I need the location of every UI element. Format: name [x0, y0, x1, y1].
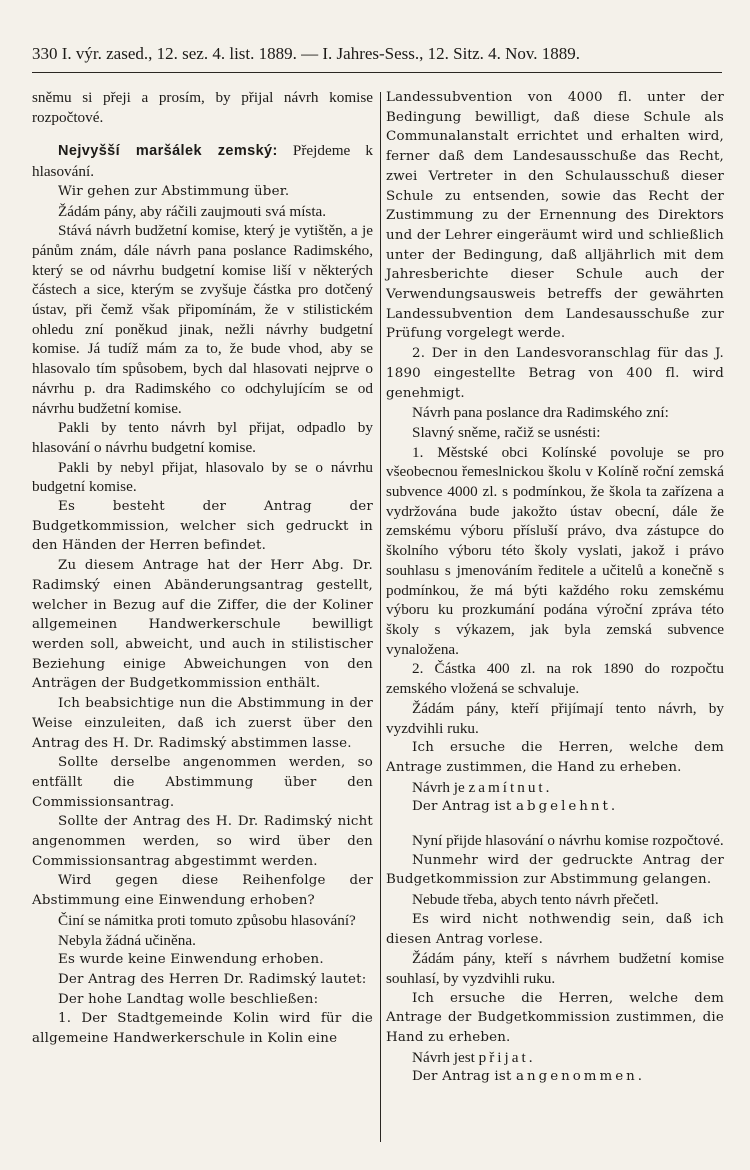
paragraph: Ich beabsichtige nun die Abstimmung in der Weise einzuleiten, daß ich zuerst über den Antrag des H. Dr. Radimský abstimmen lasse. [32, 696, 373, 751]
paragraph: Wird gegen diese Reihenfolge der Abstimmung eine Einwendung erhoben? [32, 873, 373, 909]
paragraph: Sollte derselbe angenommen werden, so entfällt die Abstimmung über den Commissionsantrag. [32, 755, 373, 810]
paragraph: Ich ersuche die Herren, welche dem Antrage der Budgetkommission zustimmen, die Hand zu erheben. [386, 990, 724, 1046]
paragraph: Wir gehen zur Abstimmung über. [58, 183, 290, 199]
paragraph: Es besteht der Antrag der Budgetkommission, welcher sich gedruckt in den Händen der Herren befindet. [32, 499, 373, 554]
speaker-name: Nejvyšší maršálek zemský: [58, 143, 278, 160]
paragraph: Zu diesem Antrage hat der Herr Abg. Dr. Radimský einen Abänderungsantrag gestellt, welcher in Bezug auf die Ziffer, die der Koliner allgemeinen Handwerkerschule bewilligt werden soll, abweicht, und auch in stilistischer Beziehung einige Abweichungen von den Anträgen der Budgetkommission enthält. [32, 558, 373, 692]
paragraph: Slavný sněme, račiž se usnésti: [412, 423, 601, 441]
paragraph: Der Antrag des Herren Dr. Radimský lautet: [58, 971, 367, 987]
paragraph: Žádám pány, kteří přijímají tento návrh, by vyzdvihli ruku. [386, 699, 724, 737]
paragraph: Pakli by nebyl přijat, hlasovalo by se o návrhu budgetní komise. [32, 458, 373, 496]
result-line: Návrh je zamítnut. [412, 778, 553, 796]
paragraph: 2. Částka 400 zl. na rok 1890 do rozpočtu zemského vložená se schvaluje. [386, 660, 724, 698]
paragraph: 1. Der Stadtgemeinde Kolin wird für die allgemeine Handwerkerschule in Kolin eine [32, 1011, 373, 1047]
paragraph: 1. Městské obci Kolínské povoluje se pro všeobecnou řemeslnickou školu v Kolíně roční zemská subvence 4000 zl. s podmínkou, že škola ta zařízena a vydržována bude jakožto ústav obecní, dále že zemskému výboru přísluší právo, dva zástupce do školního výboru této školy vyslati, jakož i právo souhlasu s jmenováním ředitele a učitelů a konečně s podmínkou, že má býti každého roku zemskému výboru ku prozkumání podána výroční zpráva této školy s výkazem, jak byla zemská subvence vynaložena. [386, 443, 724, 658]
speaker-text: Přejdeme k hlasování. [32, 142, 373, 181]
paragraph: Pakli by tento návrh byl přijat, odpadlo by hlasování o návrhu budgetní komise. [32, 419, 373, 456]
result-line: Návrh jest přijat. [412, 1048, 536, 1066]
result-word: zamítnut. [468, 778, 553, 796]
paragraph: Der hohe Landtag wolle beschließen: [58, 991, 319, 1007]
header-rule [32, 72, 722, 73]
paragraph: Stává návrh budžetní komise, který je vytištěn, a je pánům znám, dále návrh pana poslance Radimského, který se od návrhu budgetní komise liší v některých částech a sice, kterým se zvyšuje částka pro dotčený ústav, při čemž však připomínám, že v stilistickém ohledu zní poněkud jinak, nežli návrhy budgetní komise. Já tudíž mám za to, že bude vhod, aby se hlasovalo tím spůsobem, bych dal hlasovati nejprve o návrhu p. dra Radimského co odchylujícím se od návrhu budžetní komise. [32, 222, 373, 417]
result-word: přijat. [478, 1048, 536, 1066]
result-word: abgelehnt. [516, 799, 619, 815]
paragraph: Sollte der Antrag des H. Dr. Radimský nicht angenommen werden, so wird über den Commissionsantrag abgestimmt werden. [32, 814, 373, 869]
speaker-line [32, 141, 373, 181]
paragraph: Landessubvention von 4000 fl. unter der Bedingung bewilligt, daß diese Schule als Communalanstalt errichtet und erhalten wird, ferner daß dem Landesausschuße das Recht, zwei Vertreter in den Schulausschuß dieser Schule zu entsenden, sowie das Recht der Zustimmung zu der Ernennung des Direktors und der Lehrer eingeräumt wird und schließlich unter der Bedingung, daß alljährlich mit dem Jahresberichte dieser Schule auch der Verwendungsausweis betreffs der gewährten Landessubvention dem Landesausschuße zur Prüfung vorgelegt werde. [386, 90, 724, 342]
paragraph: Návrh pana poslance dra Radimského zní: [412, 404, 669, 422]
paragraph: sněmu si přeji a prosím, by přijal návrh komise rozpočtové. [32, 89, 373, 126]
column-separator [380, 92, 381, 1142]
paragraph: Nunmehr wird der gedruckte Antrag der Budgetkommission zur Abstimmung gelangen. [386, 852, 724, 888]
paragraph: Činí se námitka proti tomuto způsobu hlasování? [58, 911, 356, 929]
result-word: angenommen. [516, 1069, 646, 1085]
paragraph: Ich ersuche die Herren, welche dem Antrage zustimmen, die Hand zu erheben. [386, 740, 724, 775]
paragraph: Žádám pány, kteří s návrhem budžetní komise souhlasí, by vyzdvihli ruku. [386, 950, 724, 987]
paragraph: 2. Der in den Landesvoranschlag für das J. 1890 eingestellte Betrag von 400 fl. wird genehmigt. [386, 346, 724, 401]
paragraph: Nebyla žádná učiněna. [58, 931, 196, 949]
result-line: Der Antrag ist abgelehnt. [412, 799, 619, 815]
paragraph: Nyní přijde hlasování o návrhu komise rozpočtové. [412, 832, 724, 850]
result-line: Der Antrag ist angenommen. [412, 1069, 646, 1085]
page-header: 330 I. výr. zased., 12. sez. 4. list. 1889. — I. Jahres-Sess., 12. Sitz. 4. Nov. 1889. [32, 44, 581, 63]
right-column [386, 88, 724, 1087]
left-column [32, 88, 373, 1049]
paragraph: Nebude třeba, abych tento návrh přečetl. [412, 891, 659, 909]
paragraph: Es wurde keine Einwendung erhoben. [58, 952, 324, 968]
paragraph: Žádám pány, aby ráčili zaujmouti svá místa. [58, 202, 327, 220]
paragraph: Es wird nicht nothwendig sein, daß ich diesen Antrag vorlese. [386, 911, 724, 947]
